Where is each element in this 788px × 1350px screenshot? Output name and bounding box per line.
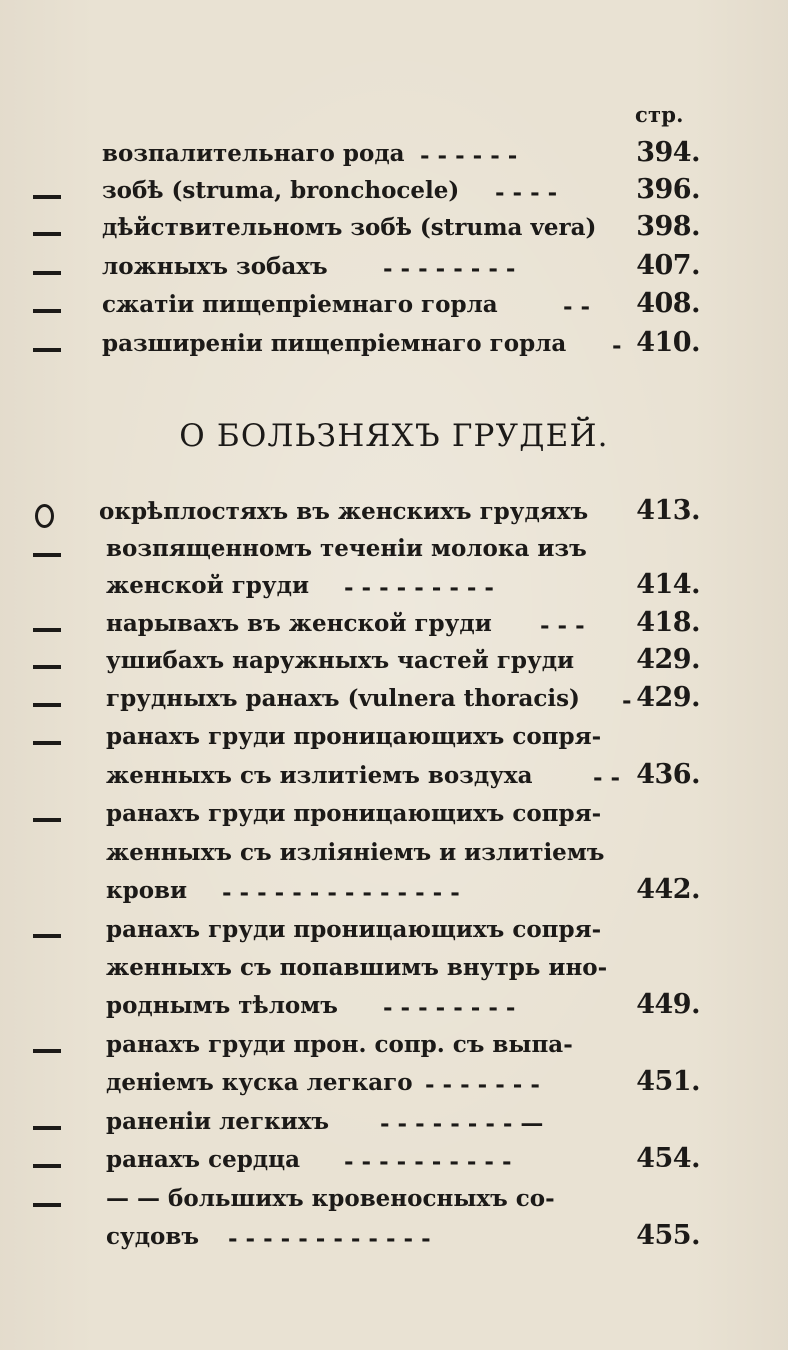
entry-page: 396. — [636, 174, 700, 205]
toc-entry — [0, 210, 788, 250]
toc-entry — [0, 287, 788, 327]
entry-marker — [30, 1065, 72, 1105]
entry-text: крови — [106, 877, 188, 904]
entry-text: дѣйствительномъ зобѣ (struma vera) — [102, 214, 597, 241]
entry-text: окрѣплостяхъ въ женскихъ грудяхъ — [99, 498, 589, 525]
entry-text: женныхъ съ излитіемъ воздуха — [106, 762, 533, 789]
entry-marker — [30, 136, 72, 176]
toc-entry — [0, 950, 788, 990]
dash-marker — [30, 1181, 72, 1221]
toc-entry — [0, 249, 788, 289]
entry-page: 418. — [636, 607, 700, 638]
section-title: О БОЛЬЗНЯХЪ ГРУДЕЙ. — [179, 418, 609, 454]
entry-text: зобѣ (struma, bronchocele) — [102, 177, 460, 204]
dash-marker — [30, 1027, 72, 1067]
toc-entry — [0, 1027, 788, 1067]
entry-page: 454. — [636, 1143, 700, 1174]
toc-entry — [0, 643, 788, 683]
toc-entry — [0, 326, 788, 366]
toc-entry — [0, 1104, 788, 1144]
circle-marker — [30, 494, 72, 534]
entry-text: возпалительнаго рода — [102, 140, 405, 167]
toc-entry — [0, 531, 788, 571]
dash-marker — [30, 210, 72, 250]
toc-entry — [0, 606, 788, 646]
entry-text: деніемъ куска легкаго — [106, 1069, 413, 1096]
leader-dashes: - - - - — [495, 179, 558, 206]
entry-text: роднымъ тѣломъ — [106, 992, 338, 1019]
leader-dashes: - - - - - - - - - - - - - - — [222, 879, 460, 906]
entry-text: раненіи легкихъ — [106, 1108, 330, 1135]
leader-dashes: - - — [593, 764, 621, 791]
entry-text: ранахъ груди прон. сопр. съ выпа- — [106, 1031, 573, 1058]
entry-text: возпященномъ теченіи молока изъ — [106, 535, 587, 562]
entry-marker — [30, 988, 72, 1028]
entry-text: грудныхъ ранахъ (vulnera thoracis) — [106, 685, 580, 712]
toc-entry — [0, 988, 788, 1028]
leader-dashes: - - - - - - - - - — [344, 574, 494, 601]
entry-marker — [30, 758, 72, 798]
leader-dashes: - - - - - - — [420, 142, 518, 169]
leader-dashes: - — [612, 332, 622, 359]
entry-text: женныхъ съ попавшимъ внутрь ино- — [106, 954, 608, 981]
dash-marker — [30, 287, 72, 327]
entry-text: женныхъ съ изліяніемъ и излитіемъ — [106, 839, 605, 866]
toc-entry — [0, 568, 788, 608]
dash-marker — [30, 326, 72, 366]
leader-dashes: - - - — [540, 612, 585, 639]
toc-entry — [0, 173, 788, 213]
dash-marker — [30, 173, 72, 213]
entry-page: 451. — [636, 1066, 700, 1097]
entry-page: 429. — [636, 644, 700, 675]
entry-page: 436. — [636, 759, 700, 790]
dash-marker — [30, 606, 72, 646]
page-column-heading: стр. — [635, 102, 684, 127]
toc-entry — [0, 1219, 788, 1259]
toc-entry — [0, 719, 788, 759]
toc-entry — [0, 873, 788, 913]
entry-text: ранахъ груди проницающихъ сопря- — [106, 916, 602, 943]
entry-page: 394. — [636, 137, 700, 168]
toc-entry — [0, 796, 788, 836]
dash-marker — [30, 643, 72, 683]
entry-text: — — большихъ кровеносныхъ со- — [106, 1185, 555, 1212]
entry-text: разширеніи пищепріемнаго горла — [102, 330, 567, 357]
leader-dashes: - — [622, 687, 632, 714]
leader-dashes: - - - - - - - - — [383, 994, 516, 1021]
leader-dashes: - - — [563, 293, 591, 320]
entry-text: нарывахъ въ женской груди — [106, 610, 492, 637]
dash-marker — [30, 681, 72, 721]
entry-page: 413. — [636, 495, 700, 526]
entry-text: женской груди — [106, 572, 310, 599]
toc-entry — [0, 835, 788, 875]
entry-text: ранахъ сердца — [106, 1146, 301, 1173]
entry-marker — [30, 835, 72, 875]
dash-marker — [30, 912, 72, 952]
toc-entry — [0, 1142, 788, 1182]
entry-text: ложныхъ зобахъ — [102, 253, 328, 280]
entry-marker — [30, 873, 72, 913]
toc-entry — [0, 136, 788, 176]
entry-page: 442. — [636, 874, 700, 905]
entry-page: 429. — [636, 682, 700, 713]
entry-page: 398. — [636, 211, 700, 242]
entry-page: 407. — [636, 250, 700, 281]
toc-entry — [0, 758, 788, 798]
entry-text: судовъ — [106, 1223, 200, 1250]
entry-page: 408. — [636, 288, 700, 319]
entry-text: сжатіи пищепріемнаго горла — [102, 291, 498, 318]
entry-page: 449. — [636, 989, 700, 1020]
toc-entry — [0, 1181, 788, 1221]
entry-text: ушибахъ наружныхъ частей груди — [106, 647, 575, 674]
entry-text: ранахъ груди проницающихъ сопря- — [106, 723, 602, 750]
toc-entry — [0, 912, 788, 952]
entry-marker — [30, 1219, 72, 1259]
entry-page: 410. — [636, 327, 700, 358]
leader-dashes: - - - - - - - - — [383, 255, 516, 282]
dash-marker — [30, 719, 72, 759]
leader-dashes: - - - - - - - - - - - - — [228, 1225, 431, 1252]
dash-marker — [30, 531, 72, 571]
toc-entry — [0, 494, 788, 534]
entry-marker — [30, 568, 72, 608]
entry-text: ранахъ груди проницающихъ сопря- — [106, 800, 602, 827]
leader-dashes: - - - - - - - — [425, 1071, 540, 1098]
leader-dashes: - - - - - - - - — — [380, 1110, 544, 1137]
dash-marker — [30, 1104, 72, 1144]
leader-dashes: - - - - - - - - - - — [344, 1148, 512, 1175]
dash-marker — [30, 249, 72, 289]
entry-page: 414. — [636, 569, 700, 600]
entry-page: 455. — [636, 1220, 700, 1251]
entry-marker — [30, 950, 72, 990]
dash-marker — [30, 796, 72, 836]
toc-entry — [0, 681, 788, 721]
dash-marker — [30, 1142, 72, 1182]
toc-entry — [0, 1065, 788, 1105]
